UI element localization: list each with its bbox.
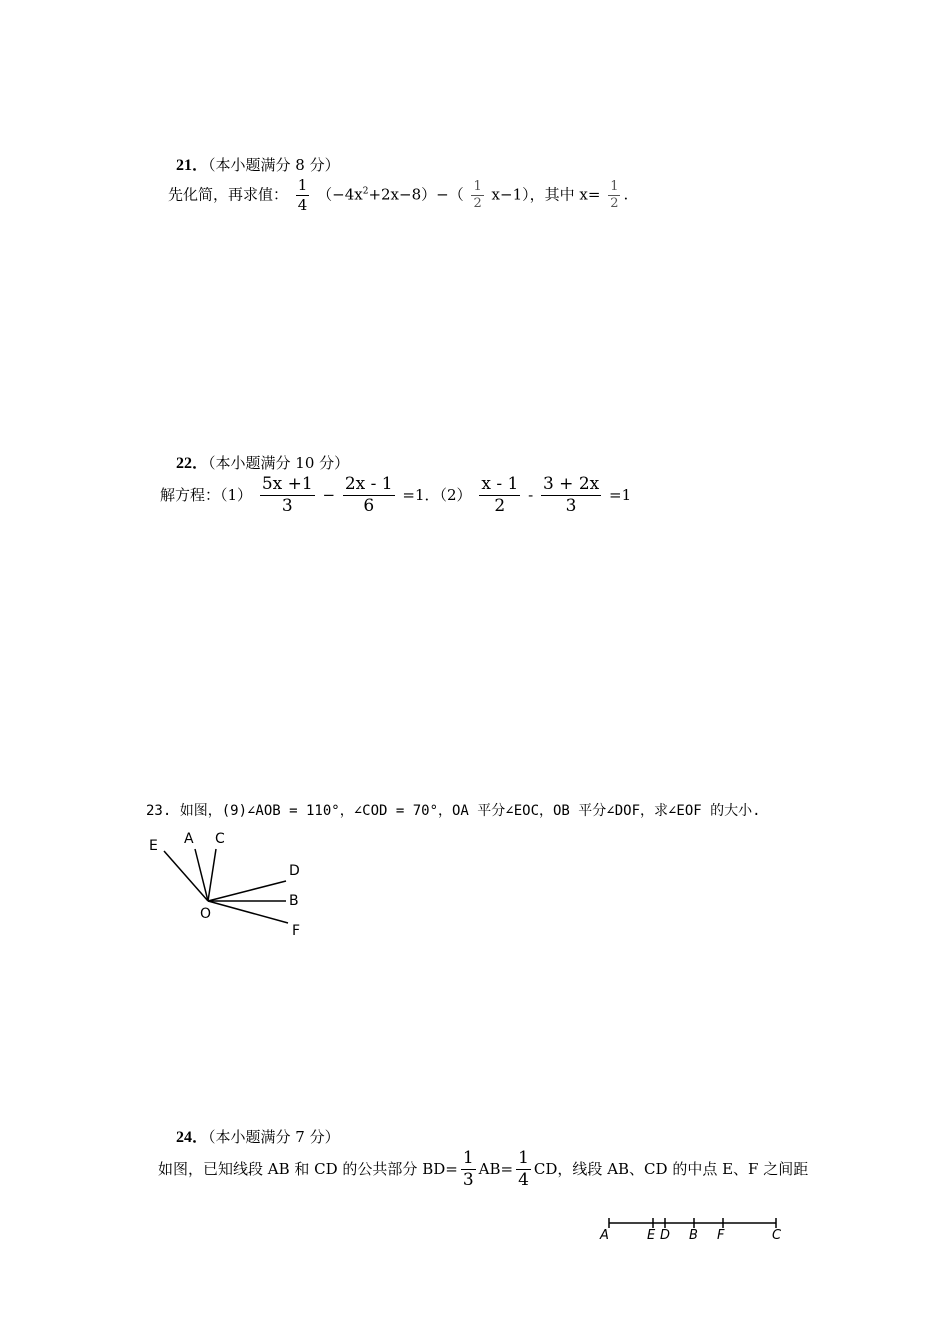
q22-minus-1: − [322,485,336,504]
q24-problem [158,1148,808,1192]
label-C: C [215,831,225,847]
q22-fraction-d: $\frac{3 + 2x}{3}$ [542,474,600,517]
q22-fraction-b: $\frac{2x - 1}{6}$ [344,474,393,517]
q21-prompt: 先化简，再求值： [168,185,289,204]
q21-expr-3: x−1），其中 x= [491,185,601,204]
q24-fraction-2: $\frac{1}{4}$ [518,1148,529,1191]
q21-expr-1: （−4x [317,185,363,204]
q21-fraction-1: $\frac{1}{4}$ [297,176,308,214]
q22-equals-2: =1 [609,485,632,504]
q24-segment-diagram [595,1212,795,1244]
label-E: E [647,1228,656,1243]
label-F: F [292,923,301,939]
q22-prompt: 解方程：（1） [160,485,253,504]
q21-fraction-3: $\frac{1}{2}$ [610,178,619,211]
q21-expr-2: +2x−8）−（ [368,185,464,204]
q22-fraction-a: $\frac{5x +1}{3}$ [261,474,313,517]
q22-problem [160,474,631,518]
label-B: B [689,1228,698,1243]
q24-header: （本小题满分 7 分） [208,1128,340,1146]
q21-number: 21． [176,157,209,174]
ray-OF [208,901,288,923]
ray-OC [208,849,216,901]
q21-end: . [623,185,629,204]
label-D: D [660,1228,671,1243]
label-F: F [717,1228,725,1243]
q23-angle-diagram [140,825,320,945]
q22-minus-2: - [528,485,534,504]
q24-fraction-1: $\frac{1}{3}$ [462,1148,474,1191]
q22-title [176,450,349,473]
q22-number: 22． [176,455,209,472]
q23-text: 23. 如图，(9)∠AOB = 110°，∠COD = 70°，OA 平分∠EOC，OB 平分∠DOF，求∠EOF 的大小. [146,803,761,819]
q21-title [176,152,340,175]
q22-header: （本小题满分 10 分） [208,454,350,472]
q22-fraction-c: $\frac{x - 1}{2}$ [481,474,519,517]
q24-text-2: AB= [478,1159,514,1178]
label-O: O [200,906,212,922]
label-E: E [149,838,158,854]
label-B: B [289,893,299,909]
q21-superscript: 2 [362,186,369,197]
q21-fraction-2: $\frac{1}{2}$ [473,178,482,211]
q22-equals-1: =1．（2） [402,485,472,504]
q21-problem [168,176,628,215]
label-D: D [289,863,300,879]
q21-header: （本小题满分 8 分） [208,156,340,174]
ray-OD [208,881,286,901]
label-A: A [184,831,194,847]
q24-text-3: CD，线段 AB、CD 的中点 E、F 之间距 [533,1159,809,1178]
label-C: C [772,1228,782,1243]
q24-text-1: 如图，已知线段 AB 和 CD 的公共部分 BD= [158,1159,458,1178]
q24-title [176,1124,340,1147]
q24-number: 24． [176,1129,209,1146]
label-A: A [600,1228,609,1243]
